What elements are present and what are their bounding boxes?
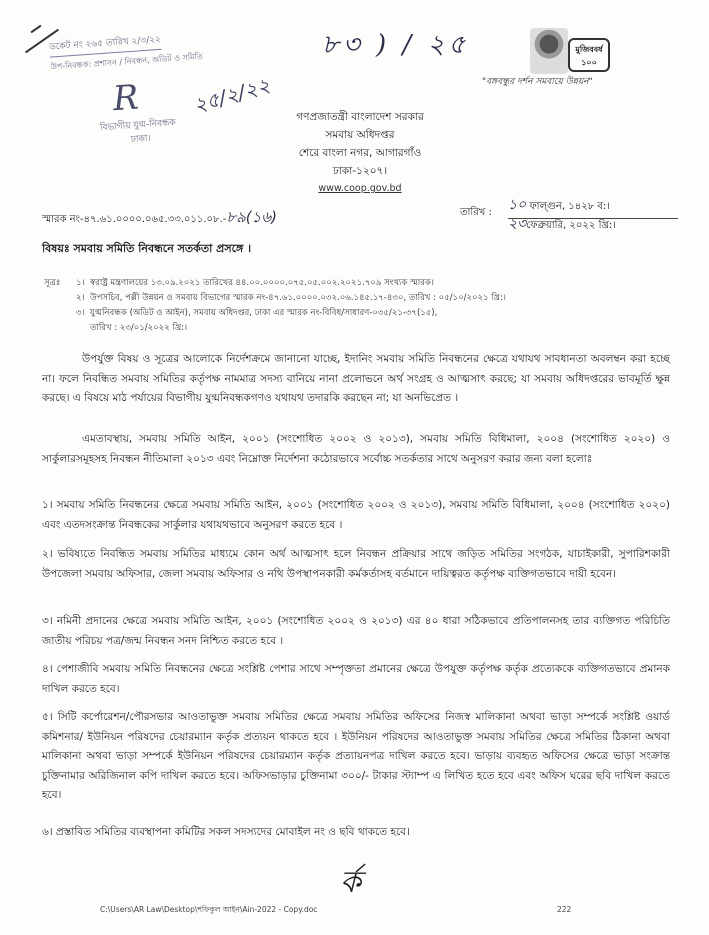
reference-continuation: তারিখ : ২৩/০১/২০২২ খ্রি:। bbox=[90, 323, 188, 333]
memo-prefix: স্মারক নং-৪৭.৬১.০০০০.০৬৫.৩৩.০১১.০৮.- bbox=[42, 214, 227, 225]
stamp-receipt-no: ডকেট নং ২৬৫ তারিখ ২/৩/২২ bbox=[49, 32, 162, 58]
subject-line: বিষয়ঃ সমবায় সমিতি নিবন্ধনে সতর্কতা প্রসঙ্গে । bbox=[42, 242, 252, 255]
footer-file-path: C:\Users\AR Law\Desktop\শফিকুল আইন\Ain-2022 - Copy.doc bbox=[100, 905, 318, 914]
reference-item bbox=[44, 291, 664, 306]
body-paragraph: এমতাবস্থায়, সমবায় সমিতি আইন, ২০০১ (সংশোধিত ২০০২ ও ২০১৩), সমবায় সমিতি বিধিমালা, ২০০৪ (সংশোধিত ২০২০) ও সার্কুলারসমূহসহ নিবন্ধন নীতিমালা ২০১৩ এবং নিম্নোক্ত নির্দেশনা কঠোরভাবে সর্বোচ্চ সতর্কতার সাথে অনুসরণ করার জন্য বলা হলোঃ bbox=[42, 433, 670, 465]
date-label: তারিখ : bbox=[460, 207, 492, 218]
directive-item: ৪। পেশাজীবি সমবায় সমিতি নিবন্ধনের ক্ষেত্রে সংশ্লিষ্ট পেশার সাথে সম্পৃক্ততা প্রমানের ক্ষেত্রে উপযুক্ত কর্তৃপক্ষ কর্তৃক প্রত্যেককে ব্যক্তিগতভাবে প্রমানক দাখিল করতে হবে। bbox=[42, 663, 670, 695]
reference-num: ২। bbox=[76, 293, 85, 303]
reference-item bbox=[44, 306, 664, 321]
letterhead bbox=[200, 108, 520, 198]
directive-item: ৬। প্রস্তাবিত সমিতির ব্যবস্থাপনা কমিটির সকল সদস্যদের মোবাইল নং ও ছবি থাকতে হবে। bbox=[42, 826, 410, 838]
stamp-city: ঢাকা। bbox=[130, 133, 152, 146]
stamp-office: উপ-নিবন্ধক: প্রশাসন / নিবন্ধন, অডিট ও সমিতি bbox=[50, 51, 204, 72]
stamp-dept: বিভাগীয় যুগ্ম-নিবন্ধক bbox=[99, 117, 177, 134]
date-english bbox=[508, 212, 678, 236]
date-english-day: ২৩ bbox=[508, 216, 527, 232]
reference-text: উপসচিব, পল্লী উন্নয়ন ও সমবায় বিভাগের স্মারক নং-৪৭.৬১.০০০০.০৩২.০৬.১৪৫.১৭-৪৩০, তারিখ : ০৫/১০/২০২১ খ্রি:। bbox=[90, 293, 506, 303]
mujib-borsho-logo: মুজিববর্ষ ১০০ bbox=[568, 38, 610, 72]
reference-text: স্বরাষ্ট্র মন্ত্রণালয়ের ১৩.০৯.২০২১ তারিখের ৪৪.০০.০০০০.০৭৫.০৫.০০২.২০২১.৭০৯ সংখ্যক স্মারক। bbox=[90, 278, 434, 288]
memo-number bbox=[42, 206, 277, 231]
references-label: সূত্রঃ bbox=[44, 278, 61, 288]
portrait-image bbox=[530, 28, 568, 74]
letterhead-line: গণপ্রজাতন্ত্রী বাংলাদেশ সরকার bbox=[296, 111, 424, 123]
directive-item: ২। ভবিষ্যতে নিবন্ধিত সমবায় সমিতির মাধ্যমে কোন অর্থ আত্মসাৎ হলে নিবন্ধন প্রক্রিয়ার সাথে জড়িত সমিতির সংগঠক, যাচাইকারী, সুপারিশকারী উপজেলা সমবায় অফিসার, জেলা সমবায় অফিসার ও নথি উপস্থাপনকারী কর্মকর্তাসহ বর্তমানে দায়িত্বরত কর্তৃপক্ষ ব্যক্তিগতভাবে দায়ী হবেন। bbox=[42, 548, 670, 580]
reference-num: ১। bbox=[76, 278, 85, 288]
stamp-initial: R bbox=[111, 77, 140, 120]
directive-item: ১। সমবায় সমিতি নিবন্ধনের ক্ষেত্রে সমবায় সমিতি আইন, ২০০১ (সংশোধিত ২০০২ ও ২০১৩), সমবায় সমিতি বিধিমালা, ২০০৪ (সংশোধিত ২০২০) এবং এতদসংক্রান্ত নিবন্ধকের সার্কুলার যথাযথভাবে অনুসরণ করতে হবে । bbox=[42, 499, 670, 531]
memo-handwritten-no: ৮৯(১৬) bbox=[226, 208, 278, 226]
body-paragraph: উপর্যুক্ত বিষয় ও সূত্রের আলোকে নির্দেশক্রমে জানানো যাচ্ছে, ইদানিং সমবায় সমিতি নিবন্ধনের ক্ষেত্রে যথাযথ সাবধানতা অবলম্বন করা হচ্ছে না। ফলে নিবন্ধিত সমবায় সমিতির কর্তৃপক্ষ নামমাত্র সদস্য বানিয়ে নানা প্রলোভনে অর্থ সংগ্রহ ও আত্মসাৎ করছে; যা সমবায় অধিদপ্তরের ভাবমূর্তি ক্ষুন্ন করছে। এ বিষয়ে মাঠ পর্যায়ের বিভাগীয় যুগ্মনিবন্ধকগণও যথাযথ তদারকি করছেন না; যা অনভিপ্রেত । bbox=[42, 353, 670, 404]
handwritten-note: ৮৩ ) / ২৫ bbox=[322, 30, 470, 60]
slogan: "বঙ্গবন্ধুর দর্শন সমবায়ে উন্নয়ন" bbox=[482, 77, 593, 87]
stamp-date-handwritten: ২৫/২/২২ bbox=[190, 72, 273, 118]
directive-item: ৫। সিটি কর্পোরেশন/পৌরসভার আওতাভুক্ত সমবায় সমিতির ক্ষেত্রে সমবায় সমিতির অফিসের নিজস্ব মালিকানা অথবা ভাড়া সম্পর্কে সংশ্লিষ্ট ওয়ার্ড কমিশনার/ ইউনিয়ন পরিষদের চেয়ারম্যান কর্তৃক প্রত্যয়ন থাকতে হবে । ইউনিয়ন পরিষদের আওতাভুক্ত সমবায় সমিতির ক্ষেত্রে সমিতির ঠিকানা অথবা মালিকানা অথবা ভাড়া সম্পর্কে ইউনিয়ন পরিষদের চেয়ারম্যান কর্তৃক প্রত্যায়নপত্র দাখিল করতে হবে। ভাড়ায় ব্যবহৃত অফিসের ক্ষেত্রে ভাড়া সংক্রান্ত চুক্তিনামার অরিজিনাল কপি দাখিল করতে হবে। অফিসভাড়ার চুক্তিনামা ৩০০/- টাকার স্ট্যাম্প এ লিখিত হতে হবে এবং অফিস ঘরের ছবি দাখিল করতে হবে। bbox=[42, 711, 671, 801]
letterhead-line: সমবায় অধিদপ্তর bbox=[325, 129, 395, 141]
letterhead-line: ঢাকা-১২০৭। bbox=[332, 165, 388, 177]
reference-text: যুগ্মনিবন্ধক (অডিট ও আইন), সমবায় অধিদপ্তর, ঢাকা এর স্মারক নং-বিবিধ/সাধারণ-০৩৫/২১-৩৭(১৫), bbox=[90, 308, 438, 318]
references bbox=[44, 276, 664, 336]
letterhead-line: শেরে বাংলা নগর, আগারগাঁও bbox=[298, 147, 422, 159]
reference-num: ৩। bbox=[76, 308, 85, 318]
footer-page-number: 222 bbox=[557, 905, 572, 914]
website-link[interactable]: www.coop.gov.bd bbox=[318, 183, 402, 194]
date-english-rest: ফেব্রুয়ারি, ২০২২ খ্রি:। bbox=[526, 220, 616, 231]
reference-item bbox=[44, 276, 664, 291]
signature: ৰ্ক bbox=[340, 865, 361, 900]
pen-mark bbox=[31, 25, 42, 34]
date-bangla-day: ১০ bbox=[508, 197, 527, 213]
directive-item: ৩। নমিনী প্রদানের ক্ষেত্রে সমবায় সমিতি আইন, ২০০১ (সংশোধিত ২০০২ ও ২০১৩) এর ৪০ ধারা সঠিকভাবে প্রতিপালনসহ তার ব্যক্তিগত পরিচিতি জাতীয় পরিচয় পত্র/জন্ম নিবন্ধন সনদ নিশ্চিত করতে হবে । bbox=[42, 615, 670, 647]
date-bangla-rest: ফাল্গুন, ১৪২৮ ব:। bbox=[526, 201, 610, 212]
